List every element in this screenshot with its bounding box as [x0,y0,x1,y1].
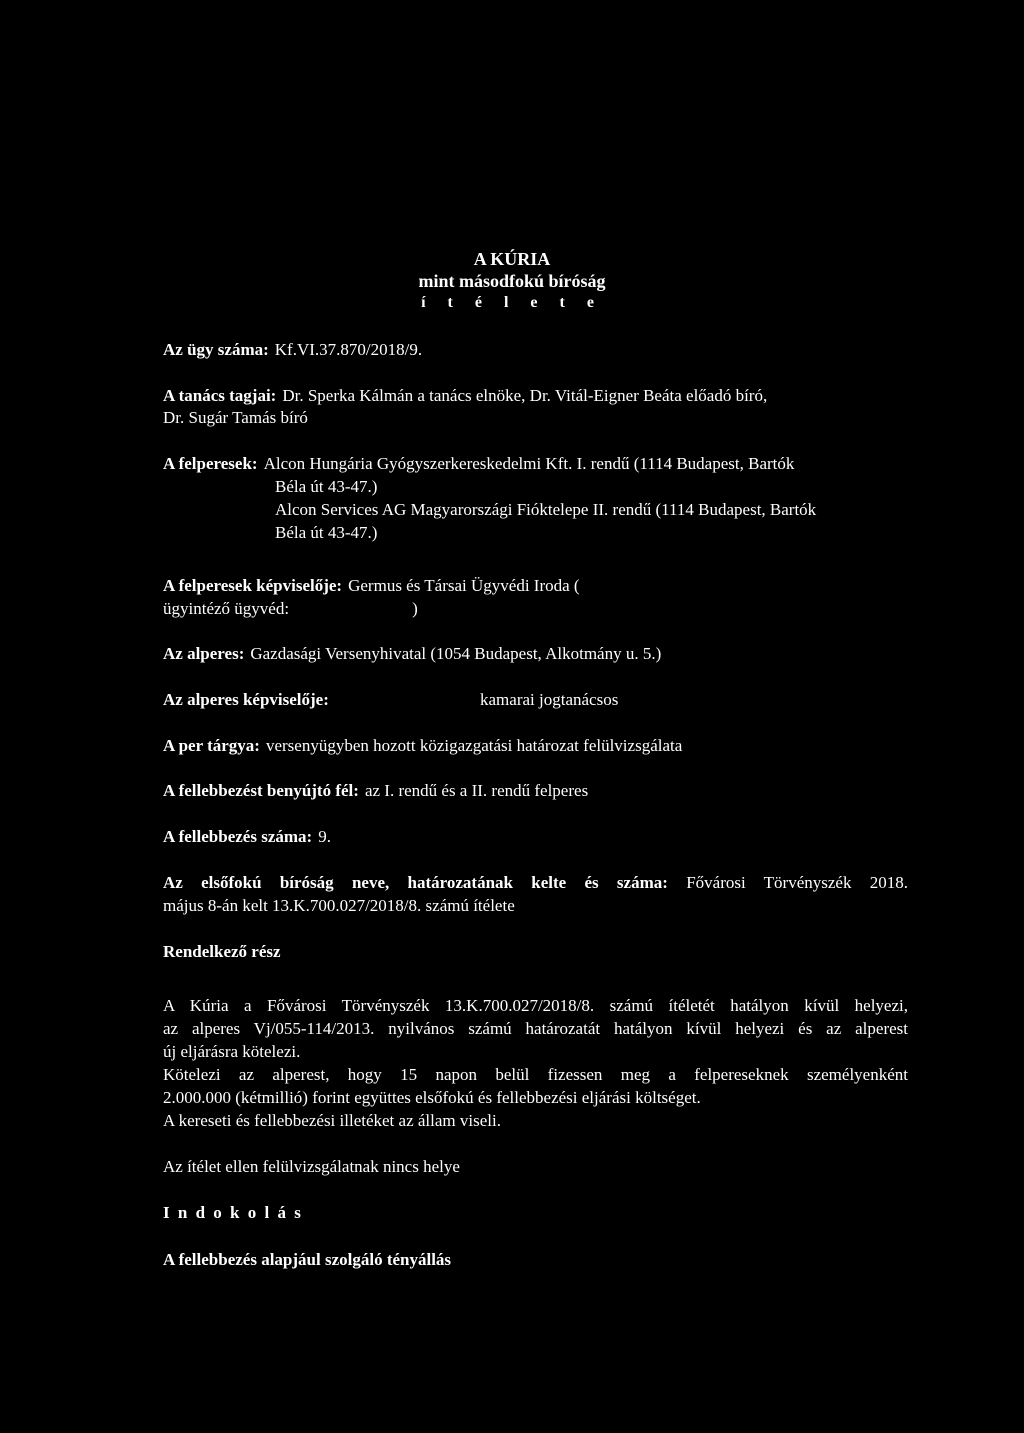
case-number-line [163,339,422,361]
operative-line-4: Kötelezi az alperest, hogy 15 napon belül fizessen meg a felpereseknek személyenként [163,1065,908,1084]
appeal-number-line [163,826,331,848]
facts-heading: A fellebbezés alapjául szolgáló tényállás [163,1250,452,1269]
case-number-value: Kf.VI.37.870/2018/9. [274,340,423,359]
defendant-line [163,643,661,665]
first-instance-label: Az elsőfokú bíróság neve, határozatának kelte és száma: [163,873,668,892]
defendant-rep-label: Az alperes képviselője: [163,690,329,709]
defendant-rep-value: kamarai jogtanácsos [480,690,619,709]
plaintiffs-rep-line-2 [163,598,418,620]
defendant-value: Gazdasági Versenyhivatal (1054 Budapest, Alkotmány u. 5.) [250,644,662,663]
appeal-number-value: 9. [318,827,331,846]
court-role: mint másodfokú bíróság [418,271,606,291]
plaintiff-2-line-1: Alcon Services AG Magyarországi Fióktelepe II. rendű (1114 Budapest, Bartók [275,500,817,519]
document-type: í t é l e t e [421,294,603,311]
subject-label: A per tárgya: [163,736,260,755]
court-name: A KÚRIA [473,249,551,269]
operative-line-1: A Kúria a Fővárosi Törvényszék 13.K.700.027/2018/8. számú ítéletét hatályon kívül helyezi, [163,996,908,1015]
first-instance-line-1 [163,872,908,894]
appellant-value: az I. rendű és a II. rendű felperes [364,781,589,800]
attorney-close-paren: ) [412,599,418,618]
first-instance-value: Fővárosi Törvényszék 2018. [686,873,908,892]
appeal-number-label: A fellebbezés száma: [163,827,313,846]
operative-heading: Rendelkező rész [163,942,281,961]
plaintiff-1-line-1: Alcon Hungária Gyógyszerkereskedelmi Kft. I. rendű (1114 Budapest, Bartók [263,454,795,473]
plaintiffs-rep-line-1 [163,575,580,597]
subject-value: versenyügyben hozott közigazgatási határozat felülvizsgálata [265,736,683,755]
operative-line-3: új eljárásra kötelezi. [163,1042,301,1061]
plaintiffs-rep-firm: Germus és Társai Ügyvédi Iroda ( [348,576,580,595]
plaintiffs-label: A felperesek: [163,454,258,473]
panel-members-2: Dr. Sugár Tamás bíró [163,408,308,427]
case-number-label: Az ügy száma: [163,340,269,359]
panel-line-1 [163,385,767,407]
plaintiff-1-line-2: Béla út 43-47.) [275,477,378,496]
operative-line-6: A kereseti és fellebbezési illetéket az állam viseli. [163,1111,501,1130]
appellant-line [163,780,588,802]
subject-line [163,735,682,757]
first-instance-line-2: május 8-án kelt 13.K.700.027/2018/8. számú ítélete [163,896,515,915]
reasoning-heading: I n d o k o l á s [163,1203,303,1222]
operative-line-5: 2.000.000 (kétmillió) forint együttes elsőfokú és fellebbezési eljárási költséget. [163,1088,701,1107]
panel-members-1: Dr. Sperka Kálmán a tanács elnöke, Dr. Vitál-Eigner Beáta előadó bíró, [282,386,768,405]
no-review-statement: Az ítélet ellen felülvizsgálatnak nincs helye [163,1157,460,1176]
plaintiffs-line-1 [163,453,794,475]
plaintiffs-rep-label: A felperesek képviselője: [163,576,343,595]
defendant-label: Az alperes: [163,644,245,663]
plaintiff-2-line-2: Béla út 43-47.) [275,523,378,542]
panel-label: A tanács tagjai: [163,386,277,405]
operative-line-2: az alperes Vj/055-114/2013. nyilvános számú határozatát hatályon kívül helyezi és az alperest [163,1019,908,1038]
attorney-label: ügyintéző ügyvéd: [163,599,290,618]
appellant-label: A fellebbezést benyújtó fél: [163,781,359,800]
